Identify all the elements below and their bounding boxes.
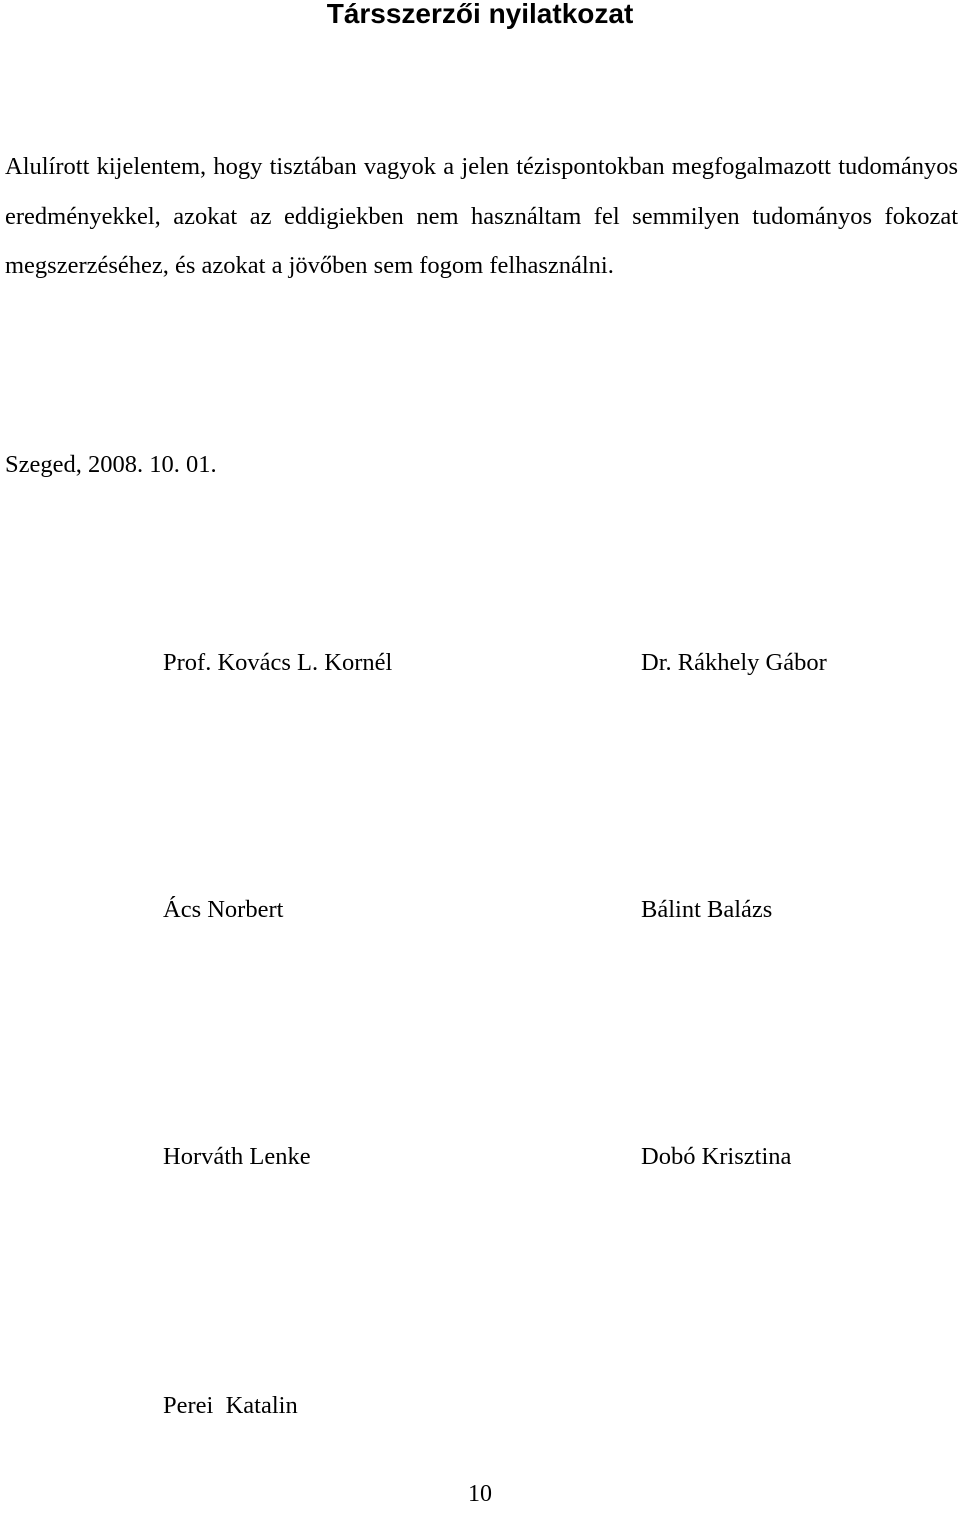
signatory-name: Ács Norbert — [163, 896, 284, 923]
signatory-name: Bálint Balázs — [641, 896, 773, 923]
signatory-name: Prof. Kovács L. Kornél — [163, 649, 393, 676]
declaration-paragraph: Alulírott kijelentem, hogy tisztában vagyok a jelen tézispontokban megfogalmazott tudományos eredményekkel, azokat az eddigiekben nem használtam fel semmilyen tudományos fokozat megszerzéséhez, és azokat a jövőben sem fogom felhasználni. — [5, 153, 958, 280]
place-and-date: Szeged, 2008. 10. 01. — [5, 451, 217, 478]
page-title: Társszerzői nyilatkozat — [326, 0, 634, 29]
signatory-name: Dr. Rákhely Gábor — [641, 649, 827, 676]
signatory-name: Dobó Krisztina — [641, 1143, 792, 1170]
page-number: 10 — [468, 1481, 492, 1507]
signatory-name: Perei Katalin — [163, 1392, 298, 1419]
signatory-name: Horváth Lenke — [163, 1143, 311, 1170]
